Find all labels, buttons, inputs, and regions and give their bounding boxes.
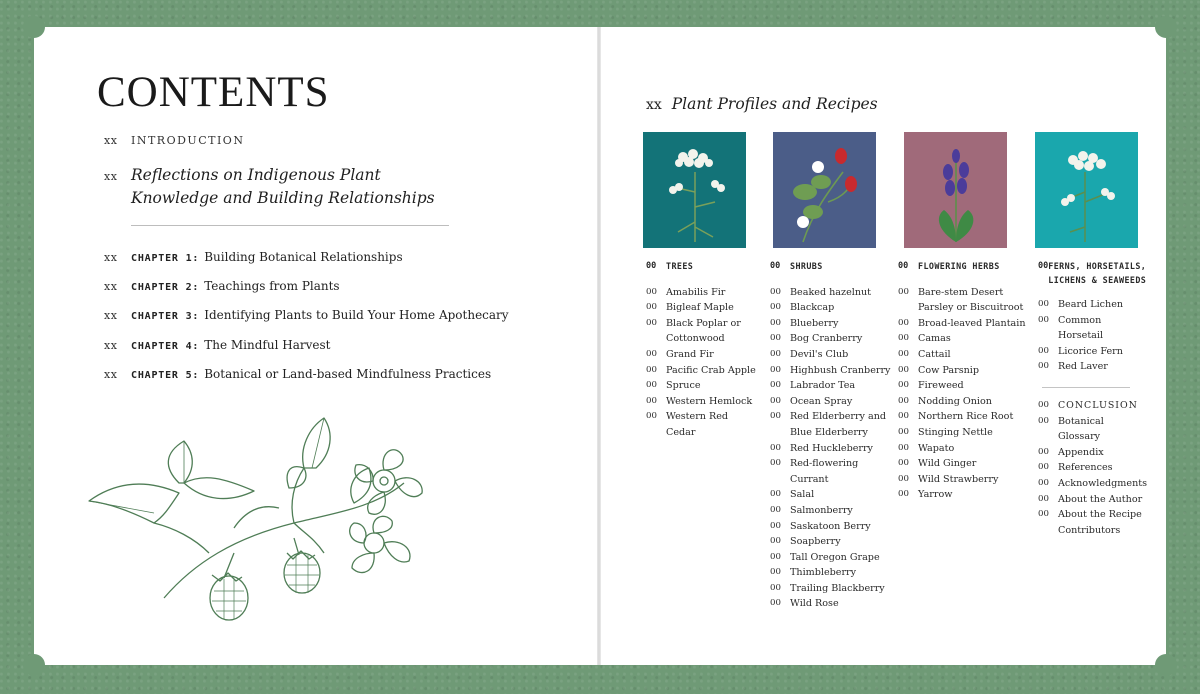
item-title: Black Poplar or Cottonwood xyxy=(666,317,741,345)
toc-item[interactable] xyxy=(770,394,892,410)
corner-notch xyxy=(23,654,45,676)
page-number: 00 xyxy=(898,317,909,328)
item-title: Wild Rose xyxy=(790,598,839,610)
toc-entry-chapter[interactable] xyxy=(104,338,330,352)
toc-item[interactable] xyxy=(770,534,892,550)
toc-entry-chapter[interactable] xyxy=(104,308,509,322)
chapter-label: CHAPTER 2: xyxy=(131,282,200,293)
page-number: 00 xyxy=(1038,345,1049,356)
chapter-label: CHAPTER 3: xyxy=(131,311,200,322)
toc-item[interactable] xyxy=(770,581,892,597)
page-number: 00 xyxy=(898,395,909,406)
item-title: CONCLUSION xyxy=(1058,399,1138,411)
toc-item[interactable] xyxy=(1038,297,1148,313)
chapter-title: Teachings from Plants xyxy=(204,279,340,293)
page-number: 00 xyxy=(1038,415,1049,426)
item-title: Pacific Crab Apple xyxy=(666,364,756,376)
toc-item[interactable] xyxy=(770,331,892,347)
page-number: 00 xyxy=(770,551,781,562)
toc-item[interactable] xyxy=(646,378,756,394)
raspberry-branch-illustration xyxy=(84,413,434,623)
toc-item[interactable] xyxy=(898,347,1026,363)
page-number: 00 xyxy=(1038,299,1049,309)
toc-item[interactable] xyxy=(898,425,1026,441)
page-number: 00 xyxy=(1038,399,1049,410)
page-number: 00 xyxy=(770,598,781,609)
page-number: 00 xyxy=(770,582,781,593)
toc-item[interactable] xyxy=(898,363,1026,379)
item-title: About the Author xyxy=(1058,493,1143,505)
page-number: 00 xyxy=(646,261,657,271)
page-number: 00 xyxy=(1038,477,1049,488)
heading-text: TREES xyxy=(666,261,694,271)
corner-notch xyxy=(1155,16,1177,38)
column-heading[interactable] xyxy=(898,259,1026,275)
page-number: xx xyxy=(104,309,118,322)
book-gutter xyxy=(597,27,601,665)
entry-title: Reflections on Indigenous Plant Knowledge and Building Relationships xyxy=(131,166,435,207)
toc-item[interactable] xyxy=(1038,507,1148,538)
item-title: Red Huckleberry xyxy=(790,442,873,454)
toc-item[interactable] xyxy=(770,550,892,566)
toc-item[interactable] xyxy=(646,347,756,363)
page-number: 00 xyxy=(646,395,657,406)
page-number: 00 xyxy=(770,489,781,500)
toc-item[interactable] xyxy=(898,441,1026,457)
item-title: Acknowledgments xyxy=(1058,477,1148,489)
column-heading[interactable] xyxy=(646,259,756,275)
toc-item[interactable] xyxy=(646,363,756,379)
column-heading[interactable] xyxy=(1038,259,1148,287)
item-title: Trailing Blackberry xyxy=(790,582,885,594)
corner-notch xyxy=(23,16,45,38)
item-title: Northern Rice Root xyxy=(918,411,1014,423)
page-number: 00 xyxy=(770,567,781,578)
item-title: Soapberry xyxy=(790,536,841,548)
chapter-label: CHAPTER 1: xyxy=(131,253,200,264)
toc-item[interactable] xyxy=(646,300,756,316)
column-heading[interactable] xyxy=(770,259,892,275)
item-title: Camas xyxy=(918,333,951,345)
toc-item[interactable] xyxy=(1038,344,1148,360)
page-number: 00 xyxy=(898,364,909,375)
item-title: Spruce xyxy=(666,380,701,392)
page-number: 00 xyxy=(898,458,909,469)
page-title: CONTENTS xyxy=(97,69,330,116)
item-title: Stinging Nettle xyxy=(918,426,993,438)
page-number: xx xyxy=(104,339,118,352)
item-title: References xyxy=(1058,462,1113,474)
toc-item[interactable] xyxy=(770,316,892,332)
strawberry-illustration xyxy=(773,132,876,248)
item-title: Wild Strawberry xyxy=(918,473,999,485)
toc-item[interactable] xyxy=(898,472,1026,488)
item-title: Devil's Club xyxy=(790,348,849,360)
heading-text: FERNS, HORSETAILS, LICHENS & SEAWEEDS xyxy=(1048,261,1147,285)
toc-item[interactable] xyxy=(770,565,892,581)
toc-item[interactable] xyxy=(898,331,1026,347)
page-number: xx xyxy=(104,251,118,264)
chapter-label: CHAPTER 4: xyxy=(131,341,200,352)
item-title: Beaked hazelnut xyxy=(790,286,872,298)
chapter-title: The Mindful Harvest xyxy=(204,338,331,352)
item-title: Salal xyxy=(790,489,815,501)
toc-item[interactable] xyxy=(770,441,892,457)
toc-item[interactable] xyxy=(1038,445,1148,461)
toc-item[interactable] xyxy=(770,503,892,519)
item-title: Thimbleberry xyxy=(790,567,857,579)
toc-item[interactable] xyxy=(646,316,756,347)
page-number: 00 xyxy=(1038,509,1049,520)
page-number: 00 xyxy=(898,380,909,391)
toc-item[interactable] xyxy=(898,285,1026,316)
toc-entry-chapter[interactable] xyxy=(104,250,403,264)
lupine-illustration xyxy=(904,132,1007,248)
corner-notch xyxy=(1155,654,1177,676)
item-title: Appendix xyxy=(1058,446,1104,458)
page-number: 00 xyxy=(898,411,909,422)
toc-column xyxy=(898,259,1026,503)
toc-item[interactable] xyxy=(898,378,1026,394)
item-title: Western Hemlock xyxy=(666,395,753,407)
item-title: Wapato xyxy=(918,442,955,454)
page-number: xx xyxy=(104,368,118,381)
page-number: 00 xyxy=(770,395,781,406)
item-title: About the Recipe Contributors xyxy=(1058,509,1142,536)
item-title: Highbush Cranberry xyxy=(790,364,891,376)
item-title: Fireweed xyxy=(918,380,964,392)
page-number: 00 xyxy=(646,380,657,391)
toc-item[interactable] xyxy=(770,347,892,363)
divider xyxy=(1042,387,1130,388)
toc-item[interactable] xyxy=(898,456,1026,472)
page-number: 00 xyxy=(770,364,781,375)
yarrow-tree-illustration xyxy=(643,132,746,248)
toc-entry-chapter[interactable] xyxy=(104,367,491,381)
page-number: 00 xyxy=(898,348,909,359)
page-number: 00 xyxy=(898,442,909,453)
item-title: Bigleaf Maple xyxy=(666,302,734,314)
toc-column xyxy=(646,259,756,441)
item-title: Red Laver xyxy=(1058,361,1108,373)
toc-item[interactable] xyxy=(1038,359,1148,375)
page-number: 00 xyxy=(770,536,781,547)
page-number: 00 xyxy=(646,411,657,422)
toc-item[interactable] xyxy=(1038,492,1148,508)
page-number: xx xyxy=(104,170,118,183)
yarrow-illustration xyxy=(1035,132,1138,248)
item-title: Yarrow xyxy=(918,489,953,501)
page-number: 00 xyxy=(898,261,909,271)
entry-label: INTRODUCTION xyxy=(131,134,245,147)
item-title: Western Red Cedar xyxy=(666,411,729,438)
page-number: 00 xyxy=(898,333,909,344)
toc-item[interactable] xyxy=(770,409,892,440)
item-title: Common Horsetail xyxy=(1058,314,1104,342)
page-number: xx xyxy=(104,134,118,147)
item-title: Blueberry xyxy=(790,317,839,329)
page-number: 00 xyxy=(898,473,909,484)
toc-column xyxy=(770,259,892,612)
heading-text: FLOWERING HERBS xyxy=(918,261,1000,271)
toc-item[interactable] xyxy=(646,394,756,410)
item-title: Red-flowering Currant xyxy=(790,458,859,485)
toc-item[interactable] xyxy=(770,519,892,535)
item-title: Ocean Spray xyxy=(790,395,853,407)
item-title: Botanical Glossary xyxy=(1058,415,1104,443)
page-number: 00 xyxy=(646,348,657,359)
toc-item[interactable] xyxy=(770,363,892,379)
item-title: Cow Parsnip xyxy=(918,364,980,376)
page-number: 00 xyxy=(1038,361,1049,372)
page-number: 00 xyxy=(770,520,781,531)
page-number: 00 xyxy=(1038,462,1049,473)
toc-entry-chapter[interactable] xyxy=(104,279,340,293)
page-number: xx xyxy=(104,280,118,293)
page-number: 00 xyxy=(770,317,781,328)
page-number: 00 xyxy=(770,411,781,422)
toc-item[interactable] xyxy=(646,285,756,301)
page-number: 00 xyxy=(1038,261,1049,271)
heading-text: SHRUBS xyxy=(790,261,823,271)
item-title: Licorice Fern xyxy=(1058,345,1123,357)
page-number: 00 xyxy=(898,286,909,297)
item-title: Bare-stem Desert Parsley or Biscuitroot xyxy=(918,286,1024,314)
item-title: Wild Ginger xyxy=(918,458,977,470)
item-title: Blackcap xyxy=(790,302,835,314)
page-number: 00 xyxy=(646,317,657,328)
chapter-title: Botanical or Land-based Mindfulness Practices xyxy=(204,367,492,381)
page-number: 00 xyxy=(646,302,657,313)
toc-item[interactable] xyxy=(1038,476,1148,492)
page-number: 00 xyxy=(646,364,657,375)
item-title: Salmonberry xyxy=(790,504,853,516)
toc-item[interactable] xyxy=(646,409,756,440)
divider xyxy=(131,225,449,226)
page-number: 00 xyxy=(646,286,657,297)
page-number: 00 xyxy=(770,348,781,359)
toc-item[interactable] xyxy=(770,300,892,316)
page-number: 00 xyxy=(898,426,909,437)
toc-item[interactable] xyxy=(898,487,1026,503)
page-number: 00 xyxy=(770,458,781,469)
toc-item[interactable] xyxy=(898,409,1026,425)
page-number: 00 xyxy=(770,442,781,453)
toc-item[interactable] xyxy=(1038,313,1148,344)
chapter-title: Identifying Plants to Build Your Home Apothecary xyxy=(204,308,509,322)
item-title: Labrador Tea xyxy=(790,380,856,392)
page-number: 00 xyxy=(770,302,781,313)
section-title xyxy=(646,95,878,113)
toc-item[interactable] xyxy=(898,394,1026,410)
page-number: 00 xyxy=(770,333,781,344)
page-number: 00 xyxy=(898,489,909,500)
toc-item[interactable] xyxy=(770,285,892,301)
toc-item[interactable] xyxy=(770,487,892,503)
page-number: 00 xyxy=(770,380,781,391)
item-title: Beard Lichen xyxy=(1058,299,1124,310)
item-title: Amabilis Fir xyxy=(666,286,726,298)
item-title: Grand Fir xyxy=(666,348,714,360)
item-title: Broad-leaved Plantain xyxy=(918,317,1026,329)
toc-column xyxy=(1038,259,1148,538)
toc-entry-reflections[interactable] xyxy=(104,164,461,210)
page-number: 00 xyxy=(1038,446,1049,457)
item-title: Bog Cranberry xyxy=(790,333,863,345)
page-number: 00 xyxy=(770,261,781,271)
toc-item[interactable] xyxy=(1038,460,1148,476)
item-title: Cattail xyxy=(918,348,951,360)
toc-entry-introduction[interactable] xyxy=(104,134,244,147)
page-number: 00 xyxy=(770,286,781,297)
toc-item[interactable] xyxy=(770,456,892,487)
toc-item[interactable] xyxy=(1038,414,1148,445)
item-title: Tall Oregon Grape xyxy=(790,551,880,563)
toc-item[interactable] xyxy=(1038,398,1148,414)
chapter-label: CHAPTER 5: xyxy=(131,370,200,381)
item-title: Saskatoon Berry xyxy=(790,520,871,532)
chapter-title: Building Botanical Relationships xyxy=(204,250,403,264)
item-title: Red Elderberry and Blue Elderberry xyxy=(790,411,887,438)
section-title-text: Plant Profiles and Recipes xyxy=(671,95,878,113)
page-number: 00 xyxy=(1038,314,1049,325)
page-number: 00 xyxy=(1038,493,1049,504)
page-number: 00 xyxy=(770,504,781,515)
item-title: Nodding Onion xyxy=(918,395,992,407)
toc-item[interactable] xyxy=(770,378,892,394)
toc-item[interactable] xyxy=(898,316,1026,332)
page-number: xx xyxy=(646,97,662,113)
toc-item[interactable] xyxy=(770,596,892,612)
